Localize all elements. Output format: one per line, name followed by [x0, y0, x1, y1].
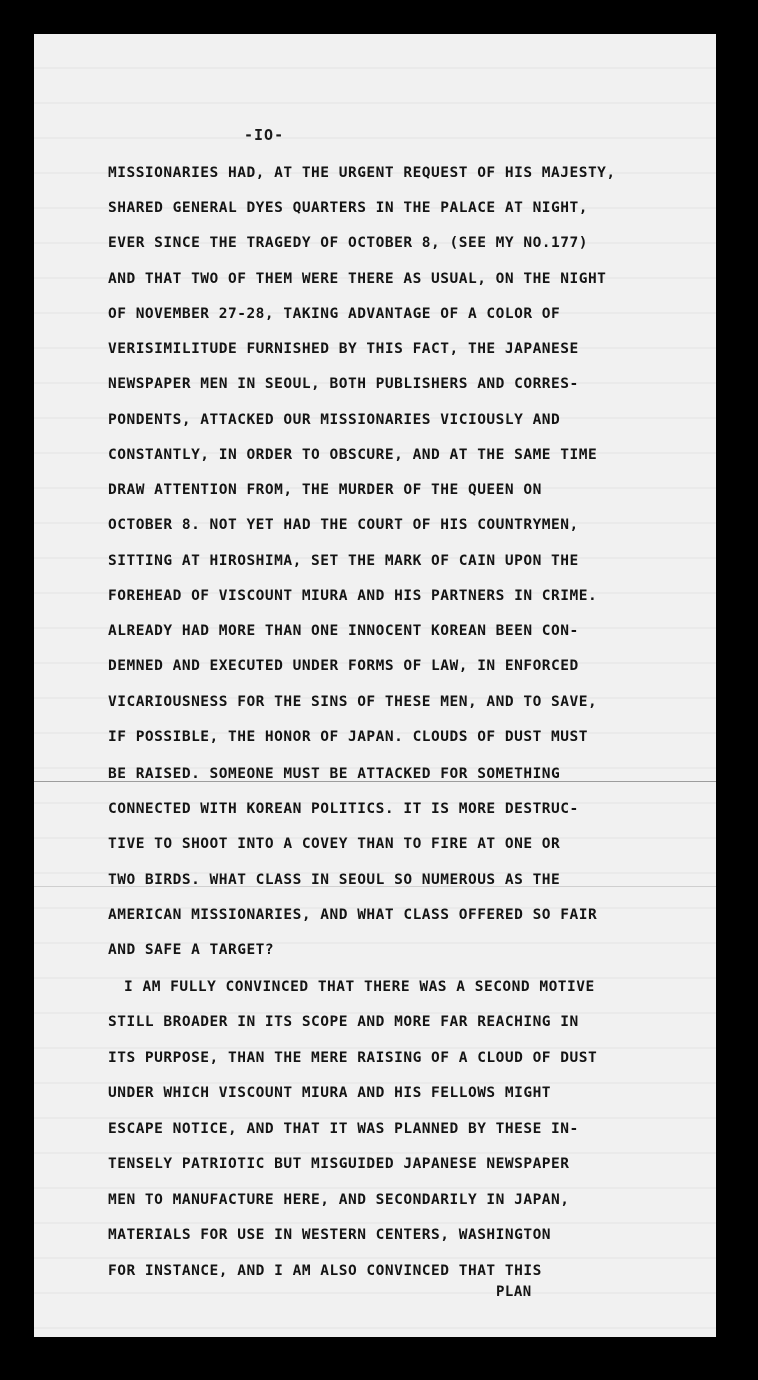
text-line: MEN TO MANUFACTURE HERE, AND SECONDARILY IN JAPAN, — [108, 1192, 570, 1208]
text-line: TENSELY PATRIOTIC BUT MISGUIDED JAPANESE NEWSPAPER — [108, 1156, 570, 1172]
text-line: DEMNED AND EXECUTED UNDER FORMS OF LAW, IN ENFORCED — [108, 658, 579, 674]
text-line: BE RAISED. SOMEONE MUST BE ATTACKED FOR SOMETHING — [108, 766, 561, 782]
page-number: -IO- — [244, 126, 285, 144]
text-line: IF POSSIBLE, THE HONOR OF JAPAN. CLOUDS OF DUST MUST — [108, 729, 588, 745]
text-line: PONDENTS, ATTACKED OUR MISSIONARIES VICIOUSLY AND — [108, 412, 561, 428]
text-line: ESCAPE NOTICE, AND THAT IT WAS PLANNED BY THESE IN- — [108, 1121, 579, 1137]
text-line: ITS PURPOSE, THAN THE MERE RAISING OF A CLOUD OF DUST — [108, 1050, 598, 1066]
catchword: PLAN — [496, 1284, 532, 1300]
text-line: SITTING AT HIROSHIMA, SET THE MARK OF CAIN UPON THE — [108, 553, 579, 569]
text-line: OF NOVEMBER 27-28, TAKING ADVANTAGE OF A COLOR OF — [108, 306, 561, 322]
text-line: EVER SINCE THE TRAGEDY OF OCTOBER 8, (SEE MY NO.177) — [108, 235, 588, 251]
text-line: FOR INSTANCE, AND I AM ALSO CONVINCED THAT THIS — [108, 1263, 542, 1279]
text-line: CONNECTED WITH KOREAN POLITICS. IT IS MORE DESTRUC- — [108, 801, 579, 817]
text-line: I AM FULLY CONVINCED THAT THERE WAS A SECOND MOTIVE — [124, 979, 595, 995]
text-line: TIVE TO SHOOT INTO A COVEY THAN TO FIRE AT ONE OR — [108, 836, 561, 852]
text-line: VICARIOUSNESS FOR THE SINS OF THESE MEN, AND TO SAVE, — [108, 694, 598, 710]
text-line: CONSTANTLY, IN ORDER TO OBSCURE, AND AT THE SAME TIME — [108, 447, 598, 463]
text-line: SHARED GENERAL DYES QUARTERS IN THE PALACE AT NIGHT, — [108, 200, 588, 216]
text-line: AMERICAN MISSIONARIES, AND WHAT CLASS OFFERED SO FAIR — [108, 907, 598, 923]
text-line: MATERIALS FOR USE IN WESTERN CENTERS, WASHINGTON — [108, 1227, 552, 1243]
text-line: TWO BIRDS. WHAT CLASS IN SEOUL SO NUMEROUS AS THE — [108, 872, 561, 888]
text-line: OCTOBER 8. NOT YET HAD THE COURT OF HIS COUNTRYMEN, — [108, 517, 579, 533]
text-line: NEWSPAPER MEN IN SEOUL, BOTH PUBLISHERS AND CORRES- — [108, 376, 579, 392]
text-line: STILL BROADER IN ITS SCOPE AND MORE FAR REACHING IN — [108, 1014, 579, 1030]
text-line: UNDER WHICH VISCOUNT MIURA AND HIS FELLOWS MIGHT — [108, 1085, 552, 1101]
document-page — [34, 34, 716, 1337]
text-line: FOREHEAD OF VISCOUNT MIURA AND HIS PARTNERS IN CRIME. — [108, 588, 598, 604]
text-line: MISSIONARIES HAD, AT THE URGENT REQUEST OF HIS MAJESTY, — [108, 165, 616, 181]
text-line: AND THAT TWO OF THEM WERE THERE AS USUAL, ON THE NIGHT — [108, 271, 607, 287]
text-line: AND SAFE A TARGET? — [108, 942, 275, 958]
text-line: ALREADY HAD MORE THAN ONE INNOCENT KOREAN BEEN CON- — [108, 623, 579, 639]
text-line: VERISIMILITUDE FURNISHED BY THIS FACT, THE JAPANESE — [108, 341, 579, 357]
text-line: DRAW ATTENTION FROM, THE MURDER OF THE QUEEN ON — [108, 482, 542, 498]
